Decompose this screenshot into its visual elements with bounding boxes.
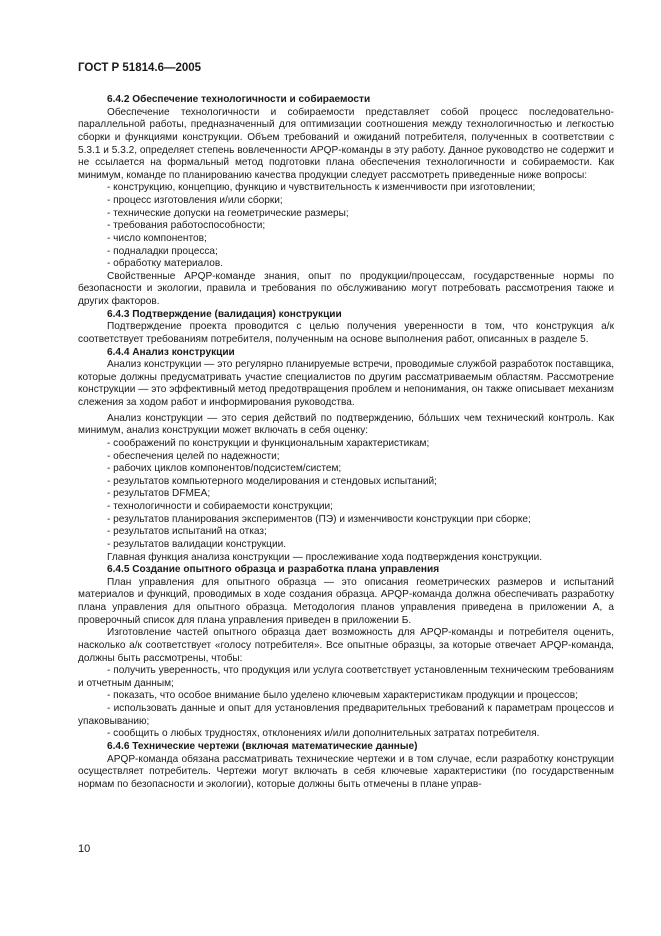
- paragraph: Подтверждение проекта проводится с целью получения уверенности в том, что конструкция а/к соответствует требованиям потребителя, полученным на основе выполнения работ, описанных в разделе 5.: [78, 321, 614, 345]
- paragraph: APQP-команда обязана рассматривать технические чертежи и в том случае, если разработку конструкции осуществляет потребитель. Чертежи могут включать в себя ключевые характеристики (по государственным нормам по безопасности и экологии), которые должны быть отмечены в плане управ-: [78, 753, 614, 790]
- section-heading-6-4-6: 6.4.6 Технические чертежи (включая математические данные): [107, 740, 418, 752]
- section-heading-6-4-5: 6.4.5 Создание опытного образца и разработка плана управления: [107, 564, 440, 576]
- list-item: - результатов планирования экспериментов (ПЭ) и изменчивости конструкции при сборке;: [107, 513, 531, 525]
- list-item: - соображений по конструкции и функциональным характеристикам;: [107, 437, 430, 449]
- list-item: - подналадки процесса;: [107, 245, 218, 257]
- list-item: - технологичности и собираемости конструкции;: [107, 501, 333, 512]
- page-content: [78, 94, 614, 791]
- section-heading-6-4-2: 6.4.2 Обеспечение технологичности и собираемости: [107, 94, 371, 105]
- list-item: - обеспечения целей по надежности;: [107, 450, 280, 462]
- list-item: - получить уверенность, что продукция или услуга соответствует установленным техническим требованиям и отчетным данным;: [78, 665, 614, 689]
- paragraph: Анализ конструкции — это серия действий по подтверждению, бо́льших чем технический контроль. Как минимум, анализ конструкции может включать в себя оценку:: [78, 412, 614, 437]
- paragraph: Обеспечение технологичности и собираемости представляет собой процесс последовательно-параллельной работы, предназначенный для оптимизации соотношения между технологичностью и легкостью сборки и функциями конструкции. Объем требований и ожиданий потребителя, полученных в соответствии с 5.3.1 и 5.3.2, определяет степень вовлеченности APQP-команды в эту работу. Данное руководство не содержит и не ссылается на формальный метод подготовки плана обеспечения технологичности и собираемости. Как минимум, команде по планированию качества продукции следует рассмотреть приведенные ниже вопросы:: [78, 106, 614, 181]
- list-item: - результатов испытаний на отказ;: [107, 526, 267, 538]
- paragraph: План управления для опытного образца — это описания геометрических размеров и испытаний материалов и функций, проводимых в ходе создания образца. APQP-команда должна обеспечивать разработку плана управления для опытного образца. Методология планов управления приведена в приложении А, а проверочный список для плана управления приведен в приложении Б.: [78, 576, 614, 626]
- list-item: - технические допуски на геометрические размеры;: [107, 207, 349, 219]
- list-item: - использовать данные и опыт для установления предварительных требований к параметрам процессов и упаковыванию;: [78, 703, 614, 727]
- list-item: - результатов DFMEA;: [107, 488, 211, 500]
- paragraph: Главная функция анализа конструкции — прослеживание хода подтверждения конструкции.: [107, 551, 543, 563]
- list-item: - рабочих циклов компонентов/подсистем/систем;: [107, 463, 342, 475]
- list-item: - число компонентов;: [107, 232, 207, 244]
- page-number: 10: [78, 843, 91, 855]
- list-item: - процесс изготовления и/или сборки;: [107, 195, 283, 206]
- list-item: - обработку материалов.: [107, 258, 224, 270]
- list-item: - показать, что особое внимание было уделено ключевым характеристикам продукции и процессов;: [107, 690, 578, 702]
- list-item: - конструкцию, концепцию, функцию и чувствительность к изменчивости при изготовлении;: [107, 182, 536, 194]
- list-item: - требования работоспособности;: [107, 220, 266, 232]
- section-heading-6-4-3: 6.4.3 Подтверждение (валидация) конструкции: [107, 308, 342, 320]
- list-item: - результатов валидации конструкции.: [107, 538, 287, 550]
- paragraph: Изготовление частей опытного образца дает возможность для APQP-команды и потребителя оценить, насколько а/к соответствует «голосу потребителя». Все опытные образцы, за которые отвечает APQP-команда, должны быть рассмотрены, чтобы:: [78, 627, 614, 664]
- paragraph: Свойственные APQP-команде знания, опыт по продукции/процессам, государственные нормы по безопасности и экологии, правила и требования по обслуживанию могут потребовать рассмотрения также и других факторов.: [78, 270, 614, 307]
- list-item: - сообщить о любых трудностях, отклонениях и/или дополнительных затратах потребителя.: [107, 728, 540, 740]
- document-header: ГОСТ Р 51814.6—2005: [78, 62, 202, 74]
- paragraph: Анализ конструкции — это регулярно планируемые встречи, проводимые службой разработок поставщика, которые должны предусматривать участие специалистов по другим рассматриваемым областям. Рассмотрение конструкции — это эффективный метод предотвращения проблем и непонимания, он также описывает механизм слежения за ходом работ и информирования руководства.: [78, 359, 614, 408]
- section-heading-6-4-4: 6.4.4 Анализ конструкции: [107, 346, 235, 358]
- list-item: - результатов компьютерного моделирования и стендовых испытаний;: [107, 475, 437, 487]
